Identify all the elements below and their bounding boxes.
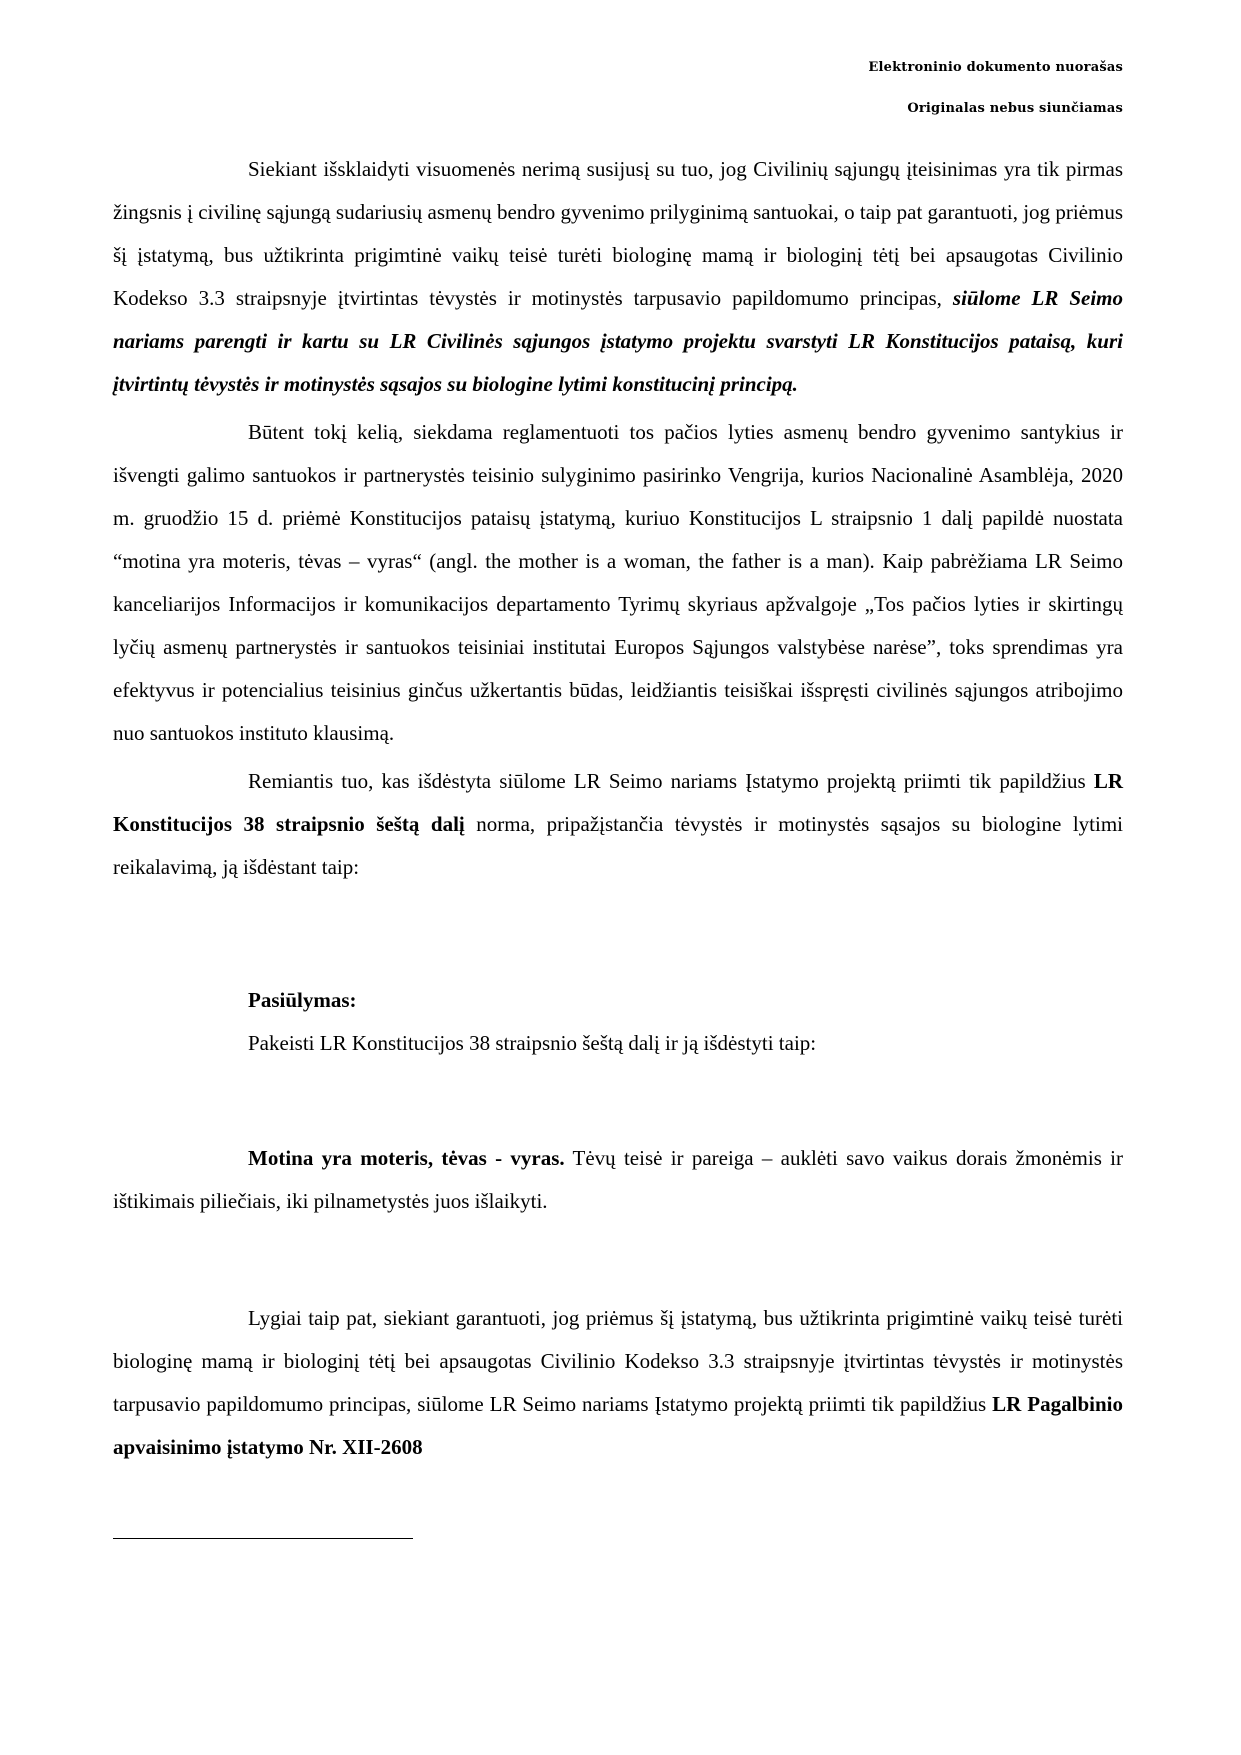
paragraph-1-emphasis: siūlome LR Seimo nariams parengti ir kartu su LR Civilinės sąjungos įstatymo projektu svarstyti LR Konstitucijos pataisą, kuri įtvirtintų tėvystės ir motinystės sąsajos su biologine lytimi konstitucinį principą.	[113, 286, 1123, 396]
paragraph-1-text: Siekiant išsklaidyti visuomenės nerimą susijusį su tuo, jog Civilinių sąjungų įteisinimas yra tik pirmas žingsnis į civilinę sąjungą sudariusių asmenų bendro gyvenimo prilyginimą santuokai, o taip pat garantuoti, jog priėmus šį įstatymą, bus užtikrinta prigimtinė vaikų teisė turėti biologinę mamą ir biologinį tėtį bei apsaugotas Civilinio Kodekso 3.3 straipsnyje įtvirtintas tėvystės ir motinystės tarpusavio papildomumo principas,	[113, 157, 1123, 310]
paragraph-4-lead: Lygiai taip pat, siekiant garantuoti, jog priėmus šį įstatymą, bus užtikrinta prigimtinė vaikų teisė turėti biologinę mamą ir biologinį tėtį bei apsaugotas Civilinio Kodekso 3.3 straipsnyje įtvirtintas tėvystės ir motinystės tarpusavio papildomumo principas, siūlome LR Seimo nariams Įstatymo projektą priimti tik papildžius	[113, 1306, 1123, 1416]
paragraph-1	[113, 148, 1123, 406]
amendment-rest: Tėvų teisė ir pareiga – auklėti savo vaikus dorais žmonėmis ir ištikimais piliečiais, iki pilnametystės juos išlaikyti.	[113, 1146, 1123, 1213]
paragraph-3-tail: norma, pripažįstančia tėvystės ir motinystės sąsajos su biologine lytimi reikalavimą, ją išdėstant taip:	[113, 812, 1124, 879]
document-body	[113, 148, 1123, 1469]
footnote-separator	[113, 1538, 413, 1539]
paragraph-2: Būtent tokį kelią, siekdama reglamentuoti tos pačios lyties asmenų bendro gyvenimo santykius ir išvengti galimo santuokos ir partnerystės teisinio sulyginimo pasirinko Vengrija, kurios Nacionalinė Asamblėja, 2020 m. gruodžio 15 d. priėmė Konstitucijos pataisų įstatymą, kuriuo Konstitucijos L straipsnio 1 dalį papildė nuostata “motina yra moteris, tėvas – vyras“ (angl. the mother is a woman, the father is a man). Kaip pabrėžiama LR Seimo kanceliarijos Informacijos ir komunikacijos departamento Tyrimų skyriaus apžvalgoje „Tos pačios lyties ir skirtingų lyčių asmenų partnerystės ir santuokos teisiniai institutai Europos Sąjungos valstybėse narėse”, toks sprendimas yra efektyvus ir potencialius teisinius ginčus užkertantis būdas, leidžiantis teisiškai išspręsti civilinės sąjungos atribojimo nuo santuokos instituto klausimą.	[113, 420, 1123, 745]
header-original-not-sent: Originalas nebus siunčiamas	[907, 101, 1123, 116]
proposal-label: Pasiūlymas:	[248, 988, 357, 1012]
paragraph-4	[113, 1297, 1123, 1469]
paragraph-3-bold: LR Konstitucijos 38 straipsnio šeštą dalį	[113, 769, 1123, 836]
header-electronic-copy: Elektroninio dokumento nuorašas	[868, 60, 1123, 75]
amendment-text	[113, 1137, 1123, 1223]
amendment-bold: Motina yra moteris, tėvas - vyras.	[248, 1146, 565, 1170]
paragraph-3-lead: Remiantis tuo, kas išdėstyta siūlome LR Seimo nariams Įstatymo projektą priimti tik papildžius	[248, 769, 1094, 793]
proposal-instruction: Pakeisti LR Konstitucijos 38 straipsnio šeštą dalį ir ją išdėstyti taip:	[248, 1031, 817, 1055]
paragraph-4-bold: LR Pagalbinio apvaisinimo įstatymo Nr. XII-2608	[113, 1392, 1123, 1459]
paragraph-3	[113, 760, 1123, 889]
